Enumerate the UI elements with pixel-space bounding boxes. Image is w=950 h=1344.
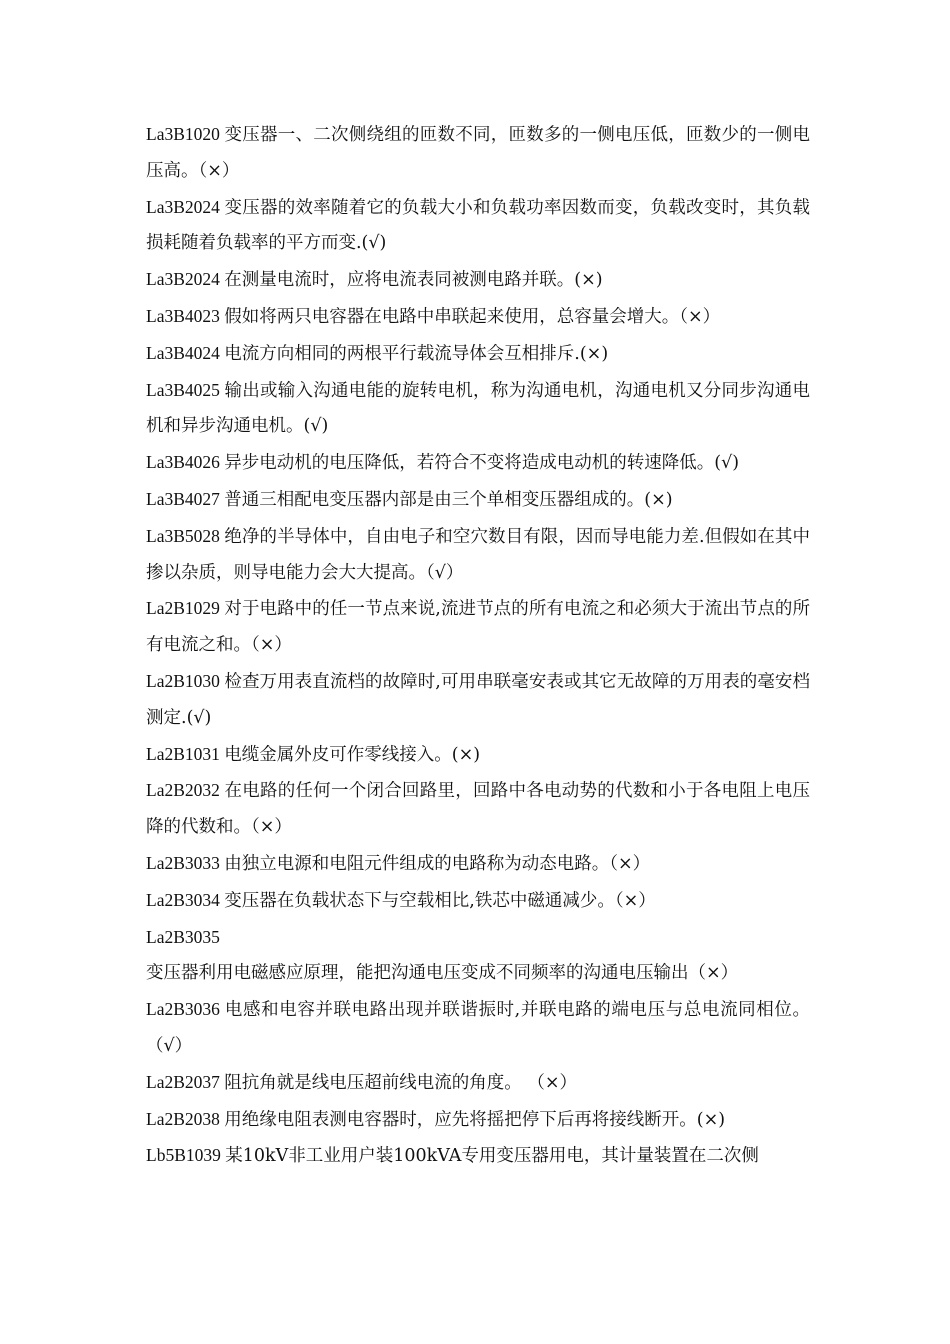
question-code: La2B3036 <box>146 999 220 1020</box>
question-text: 电流方向相同的两根平行载流导体会互相排斥.(×) <box>224 343 609 364</box>
question-code: La3B2024 <box>146 269 220 290</box>
question-item <box>146 336 810 373</box>
question-item <box>146 190 810 263</box>
question-code: La2B3035 <box>146 926 220 947</box>
question-code: La3B5028 <box>146 525 220 546</box>
question-code: Lb5B1039 <box>146 1145 221 1166</box>
question-item <box>146 773 810 846</box>
question-item <box>146 883 810 920</box>
question-item <box>146 445 810 482</box>
question-text: 输出或输入沟通电能的旋转电机，称为沟通电机，沟通电机又分同步沟通电机和异步沟通电机。(√) <box>146 380 810 437</box>
question-text: 阻抗角就是线电压超前线电流的角度。 （×） <box>224 1072 577 1093</box>
question-item <box>146 262 810 299</box>
question-code: La3B4026 <box>146 452 220 473</box>
question-item <box>146 117 810 190</box>
question-item <box>146 519 810 592</box>
question-item <box>146 591 810 664</box>
question-text: 异步电动机的电压降低，若符合不变将造成电动机的转速降低。(√) <box>224 453 740 474</box>
question-item <box>146 737 810 774</box>
question-text: 电缆金属外皮可作零线接入。(×) <box>224 744 481 765</box>
question-text: 对于电路中的任一节点来说,流进节点的所有电流之和必须大于流出节点的所有电流之和。（×） <box>146 599 811 656</box>
question-item <box>146 1138 810 1175</box>
question-text: 检查万用表直流档的故障时,可用串联毫安表或其它无故障的万用表的毫安档测定.(√) <box>146 671 811 728</box>
question-code: La3B1020 <box>146 124 220 144</box>
question-code: La3B4024 <box>146 342 220 363</box>
question-text: 用绝缘电阻表测电容器时，应先将摇把停下后再将接线断开。(×) <box>224 1109 726 1130</box>
question-code: La2B3034 <box>146 889 220 910</box>
question-code: La3B2024 <box>146 196 220 217</box>
question-item <box>146 1102 810 1139</box>
question-text: 假如将两只电容器在电路中串联起来使用，总容量会增大。（×） <box>224 306 721 327</box>
question-text: 变压器利用电磁感应原理，能把沟通电压变成不同频率的沟通电压输出（×） <box>146 963 739 984</box>
question-code: La2B1031 <box>146 743 220 764</box>
question-text: 在测量电流时，应将电流表同被测电路并联。(×) <box>224 270 603 291</box>
question-text: 由独立电源和电阻元件组成的电路称为动态电路。（×） <box>224 853 651 874</box>
question-item <box>146 664 810 737</box>
question-item <box>146 373 810 446</box>
question-text: 普通三相配电变压器内部是由三个单相变压器组成的。(×) <box>224 489 673 510</box>
question-code: La2B3033 <box>146 852 220 873</box>
question-item <box>146 482 810 519</box>
question-code: La2B2032 <box>146 780 220 801</box>
question-text: 在电路的任何一个闭合回路里，回路中各电动势的代数和小于各电阻上电压降的代数和。（×） <box>146 781 810 838</box>
question-item <box>146 992 810 1065</box>
question-code: La2B2038 <box>146 1108 220 1129</box>
question-item <box>146 846 810 883</box>
question-code: La2B2037 <box>146 1071 220 1092</box>
question-item <box>146 920 810 993</box>
question-text: 某10kV非工业用户装100kVA专用变压器用电，其计量装置在二次侧 <box>225 1146 759 1167</box>
question-list <box>146 117 810 1175</box>
question-text: 电感和电容并联电路出现并联谐振时,并联电路的端电压与总电流同相位。（√） <box>146 1000 811 1056</box>
question-text: 绝净的半导体中，自由电子和空穴数目有限，因而导电能力差.但假如在其中掺以杂质，则导电能力会大大提高。（√） <box>146 526 811 583</box>
question-item <box>146 1065 810 1102</box>
question-text: 变压器在负载状态下与空载相比,铁芯中磁通减少。（×） <box>224 890 656 911</box>
question-code: La2B1029 <box>146 598 220 619</box>
question-code: La2B1030 <box>146 670 220 691</box>
question-code: La3B4025 <box>146 379 220 400</box>
question-item <box>146 299 810 336</box>
question-code: La3B4027 <box>146 488 220 509</box>
question-code: La3B4023 <box>146 305 220 326</box>
question-text: 变压器的效率随着它的负载大小和负载功率因数而变，负载改变时，其负载损耗随着负载率的平方而变.(√) <box>146 197 810 254</box>
question-text: 变压器一、二次侧绕组的匝数不同，匝数多的一侧电压低，匝数少的一侧电压高。（×） <box>146 125 810 181</box>
